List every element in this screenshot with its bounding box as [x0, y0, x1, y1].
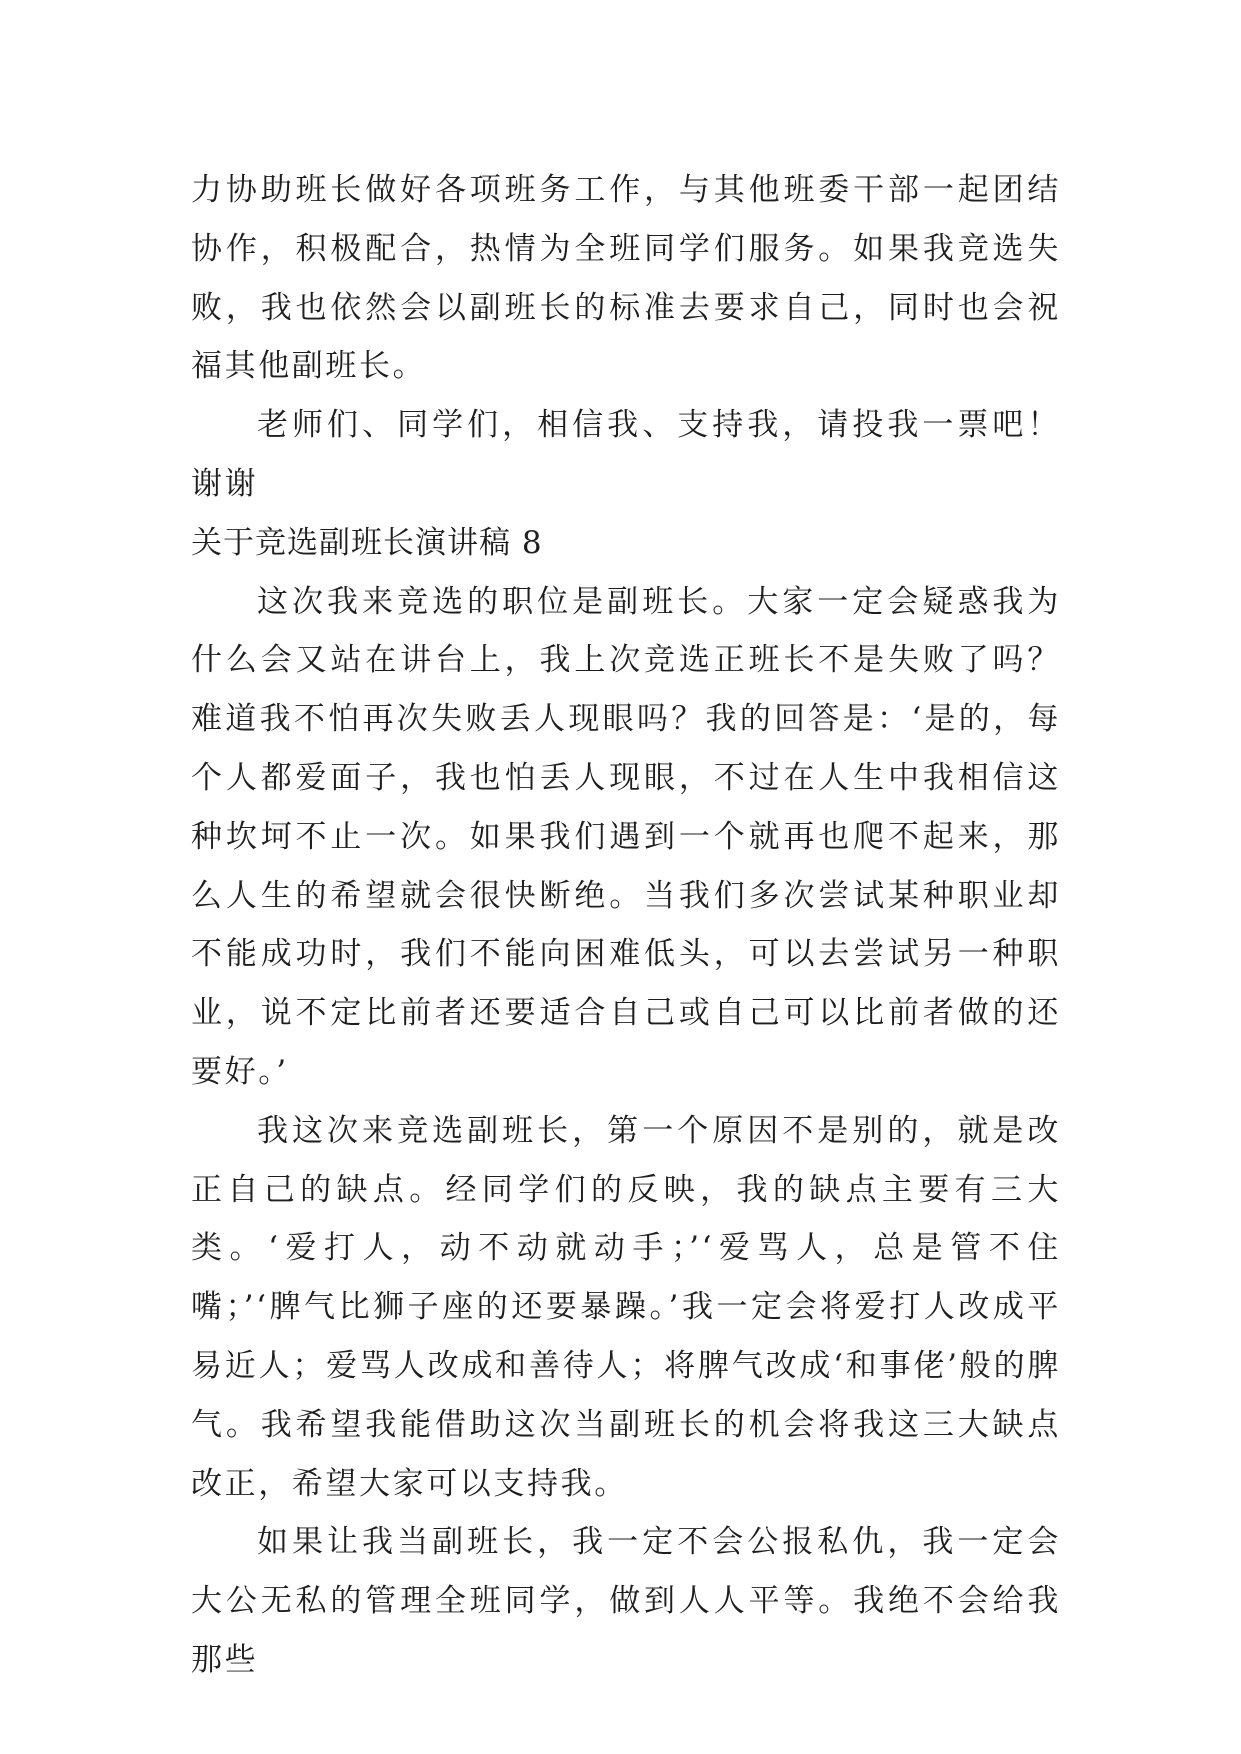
paragraph-promise: 如果让我当副班长，我一定不会公报私仇，我一定会大公无私的管理全班同学，做到人人平等。我绝不会给我那些: [191, 1524, 1061, 1678]
paragraph-intro: 这次我来竞选的职位是副班长。大家一定会疑惑我为什么会又站在讲台上，我上次竞选正班长不是失败了吗？难道我不怕再次失败丢人现眼吗？我的回答是：‘是的，每个人都爱面子，我也怕丢人现眼，不过在人生中我相信这种坎坷不止一次。如果我们遇到一个就再也爬不起来，那么人生的希望就会很快断绝。当我们多次尝试某种职业却不能成功时，我们不能向困难低头，可以去尝试另一种职业，说不定比前者还要适合自己或自己可以比前者做的还要好。’: [191, 583, 1061, 1090]
section-heading: 关于竞选副班长演讲稿 8: [191, 524, 543, 561]
paragraph-thanks: 老师们、同学们，相信我、支持我，请投我一票吧！谢谢: [191, 407, 1061, 502]
paragraph-continuation: 力协助班长做好各项班务工作，与其他班委干部一起团结协作，积极配合，热情为全班同学们服务。如果我竞选失败，我也依然会以副班长的标准去要求自己，同时也会祝福其他副班长。: [191, 172, 1061, 385]
paragraph-reason: 我这次来竞选副班长，第一个原因不是别的，就是改正自己的缺点。经同学们的反映，我的缺点主要有三大类。‘爱打人，动不动就动手；’‘爱骂人，总是管不住嘴；’‘脾气比狮子座的还要暴躁。’我一定会将爱打人改成平易近人；爱骂人改成和善待人；将脾气改成‘和事佬’般的脾气。我希望我能借助这次当副班长的机会将我这三大缺点改正，希望大家可以支持我。: [191, 1112, 1061, 1502]
document-body: [191, 161, 1061, 1690]
